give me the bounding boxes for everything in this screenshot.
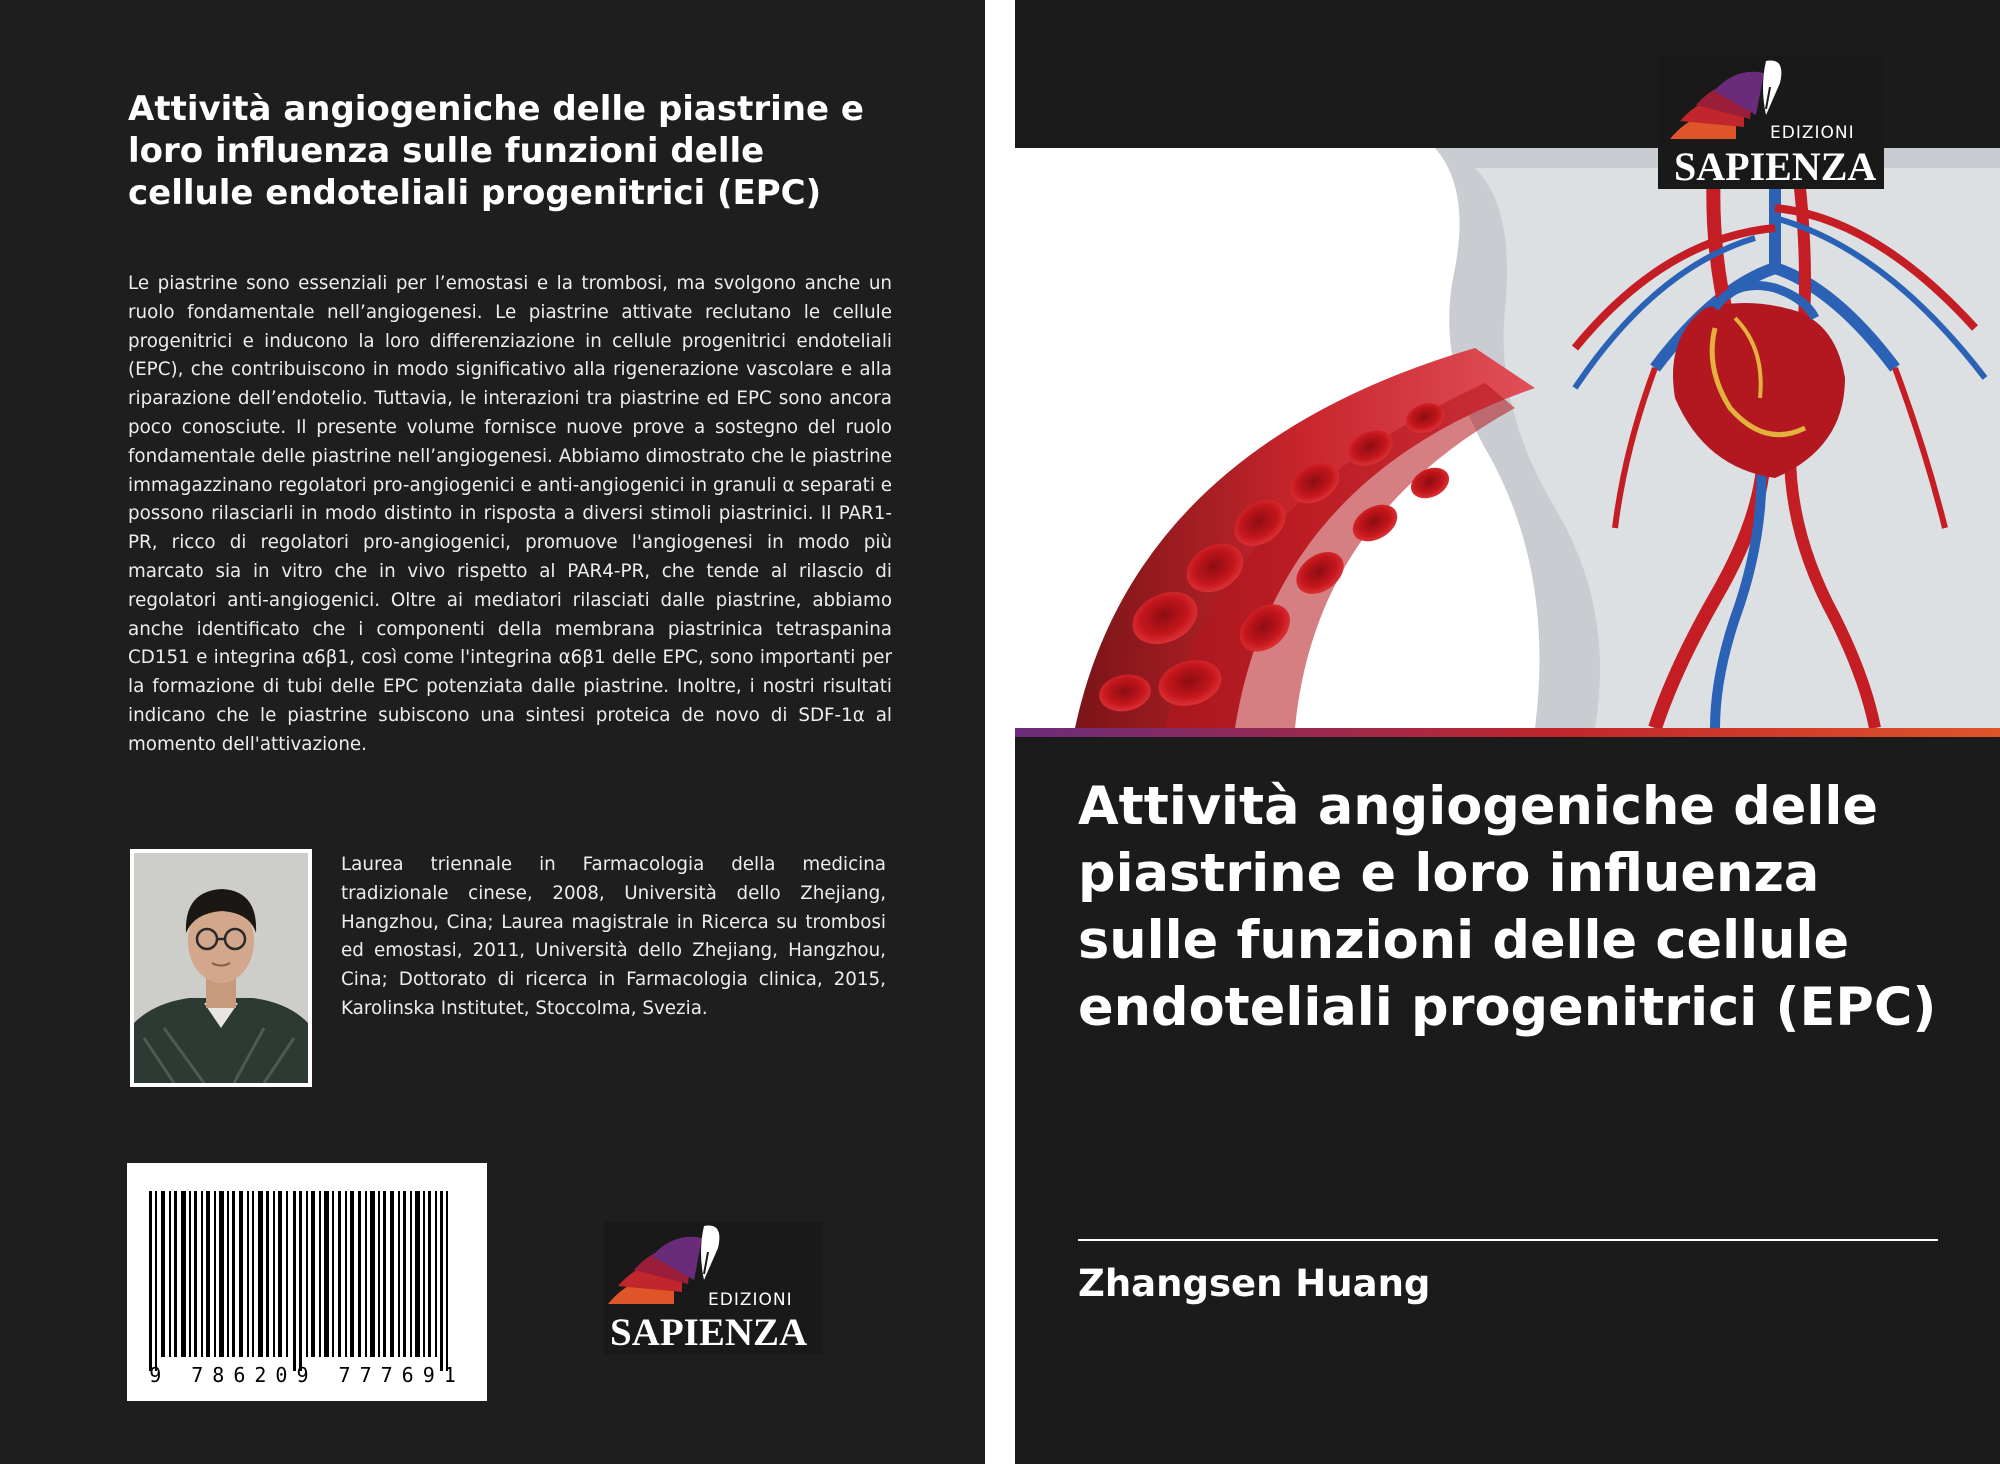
publisher-edizioni-label: EDIZIONI	[708, 1290, 793, 1310]
publisher-name: SAPIENZA	[610, 1311, 808, 1354]
title-divider	[1078, 1239, 1938, 1241]
front-publisher-logo	[1658, 55, 1884, 189]
back-publisher-logo	[604, 1222, 822, 1354]
author-photo	[130, 849, 312, 1087]
author-portrait-image	[134, 853, 308, 1083]
isbn-number: 9 786209 777691	[149, 1363, 465, 1387]
barcode	[127, 1163, 487, 1401]
front-cover-title: Attività angiogeniche delle piastrine e loro influenza sulle funzioni delle cellule endoteliali progenitrici (EPC)	[1078, 776, 1937, 1038]
back-cover	[0, 0, 985, 1464]
publisher-edizioni-label: EDIZIONI	[1770, 123, 1855, 143]
front-cover	[1015, 0, 2000, 1464]
author-bio: Laurea triennale in Farmacologia della medicina tradizionale cinese, 2008, Università dello Zhejiang, Hangzhou, Cina; Laurea magistrale in Ricerca su trombosi ed emostasi, 2011, Università dello Zhejiang, Hangzhou, Cina; Dottorato di ricerca in Farmacologia clinica, 2015, Karolinska Institutet, Stoccolma, Svezia.	[341, 854, 886, 1019]
back-cover-blurb: Le piastrine sono essenziali per l’emostasi e la trombosi, ma svolgono anche un ruolo fondamentale nell’angiogenesi. Le piastrine attivate reclutano le cellule progenitrici e inducono la loro differenziazione in cellule progenitrici endoteliali (EPC), che contribuiscono in modo significativo alla rigenerazione vascolare e alla riparazione dell’endotelio. Tuttavia, le interazioni tra piastrine ed EPC sono ancora poco conosciute. Il presente volume fornisce nuove prove a sostegno del ruolo fondamentale delle piastrine nell’angiogenesi. Abbiamo dimostrato che le piastrine immagazzinano regolatori pro-angiogenici e anti-angiogenici in granuli α separati e possono rilasciarli in modo distinto in risposta a diversi stimoli piastrinici. Il PAR1-PR, ricco di regolatori pro-angiogenici, promuove l'angiogenesi in modo più marcato sia in vitro che in vivo rispetto al PAR4-PR, che tende al rilascio di regolatori anti-angiogenici. Oltre ai mediatori rilasciati dalle piastrine, abbiamo anche identificato che i componenti della membrana piastrinica tetraspanina CD151 e integrina α6β1, così come l'integrina α6β1 delle EPC, sono importanti per la formazione di tubi delle EPC potenziata dalle piastrine. Inoltre, i nostri risultati indicano che le piastrine subiscono una sintesi proteica de novo di SDF-1α al momento dell'attivazione.	[128, 273, 892, 755]
heart-and-blood-vessels-image	[1015, 148, 2000, 728]
circulatory-system-illustration	[1015, 148, 2000, 728]
back-cover-title: Attività angiogeniche delle piastrine e loro influenza sulle funzioni delle cellule endoteliali progenitrici (EPC)	[128, 89, 864, 213]
front-cover-author: Zhangsen Huang	[1078, 1262, 1431, 1305]
spine	[985, 0, 1015, 1464]
accent-stripe	[1015, 728, 2000, 737]
publisher-name: SAPIENZA	[1674, 144, 1877, 189]
